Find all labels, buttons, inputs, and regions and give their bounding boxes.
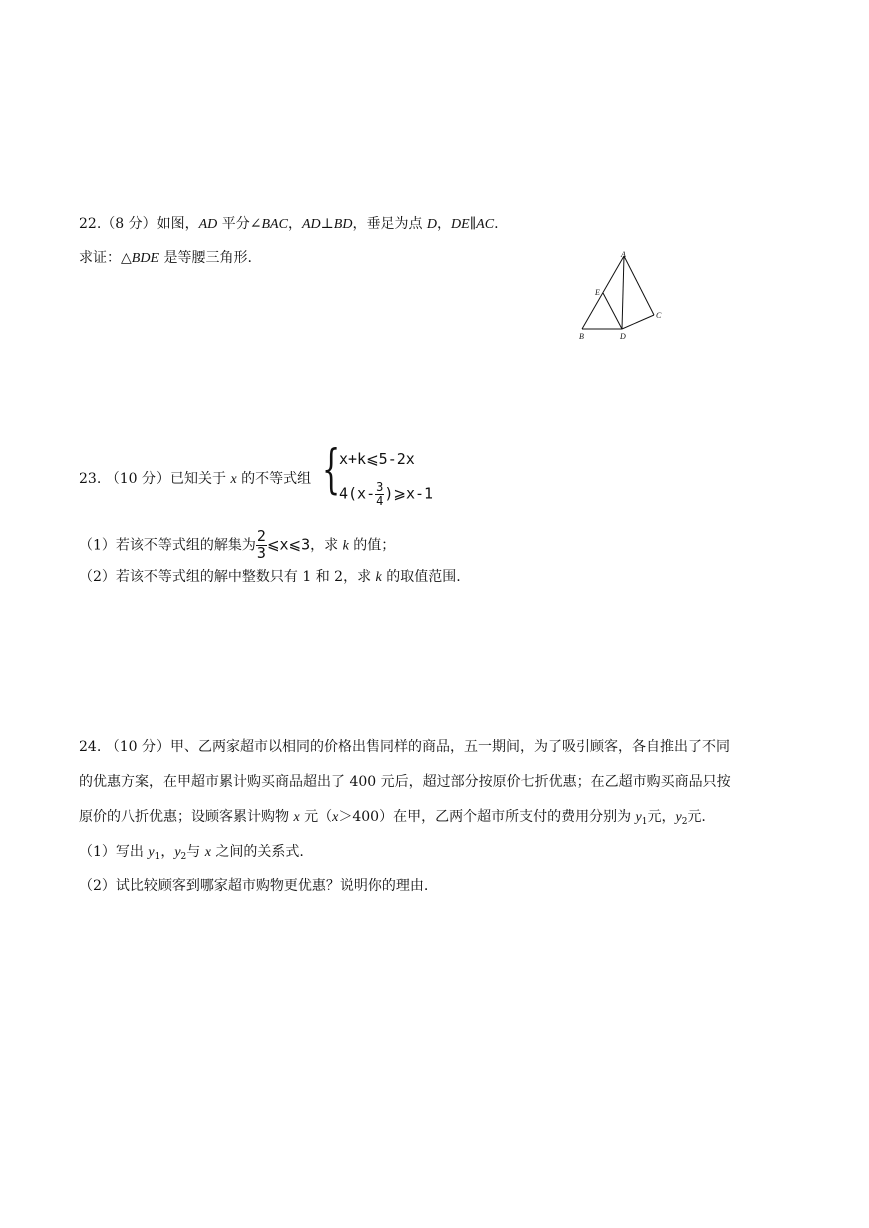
q24-p1-text: 之间的关系式. — [210, 844, 304, 860]
q22-condition — [79, 217, 499, 232]
q23-var-k: k — [375, 570, 382, 585]
q22-text: ，垂足为点 — [352, 216, 427, 232]
q22-parallel-symbol: ∥ — [469, 217, 477, 232]
q22-segment-ad: AD — [301, 217, 321, 232]
q22-text: ， — [437, 216, 452, 232]
q23-ineq2 — [339, 481, 433, 507]
q22-segment-ac: AC — [476, 217, 495, 232]
q22-text: ， — [287, 216, 302, 232]
q23-p2-text: （2）若该不等式组的解中整数只有 1 和 2，求 — [79, 569, 376, 585]
q24-var-y1: y — [148, 845, 155, 860]
q24-line2: 的优惠方案，在甲超市累计购买商品超出了 400 元后，超过部分按原价七折优惠；在乙超市购买商品只按 — [79, 774, 731, 790]
q24-line1: 24. （10 分）甲、乙两家超市以相同的价格出售同样的商品，五一期间，为了吸引顾客，各自推出了不同 — [79, 739, 730, 755]
q23-text: 的不等式组 — [236, 471, 312, 487]
q24-part2: （2）试比较顾客到哪家超市购物更优惠？说明你的理由. — [79, 878, 429, 894]
q23-fraction-2-3: $\frac{2}{3}$ — [256, 527, 266, 562]
q23-var-x: x — [230, 472, 237, 487]
q23-ineq1: x+k⩽5-2x — [339, 450, 415, 468]
q23-part1 — [79, 529, 395, 562]
q22-point-d: D — [426, 217, 438, 232]
line-dc — [622, 315, 654, 329]
q24-sub-2: 2 — [681, 817, 688, 827]
line-ab — [582, 256, 624, 329]
q24-var-x: x — [204, 845, 211, 860]
q23-p1-text: （1）若该不等式组的解集为 — [79, 537, 256, 554]
q23-p1-text: 的值； — [348, 537, 396, 554]
q22-segment-de: DE — [451, 217, 470, 232]
line-ad — [622, 256, 624, 329]
label-d: D — [620, 332, 626, 341]
q23-ineq2-left: 4(x- — [339, 484, 376, 503]
q24-part1 — [79, 845, 304, 862]
q24-p1-text: （1）写出 — [79, 844, 149, 860]
q24-text: 元（ — [299, 809, 333, 825]
q23-p1-text: ，求 — [310, 537, 343, 554]
q22-triangle-figure — [570, 248, 670, 343]
q22-number: 22.（8 分）如图， — [79, 216, 199, 232]
q24-sub-1: 1 — [641, 817, 648, 827]
q22-prove-text: 是等腰三角形. — [159, 250, 252, 266]
q24-var-x: x — [332, 810, 339, 825]
q22-triangle-bde: BDE — [131, 251, 159, 266]
q24-line3 — [79, 810, 706, 827]
q23-brace: { — [322, 440, 341, 500]
label-a: A — [621, 250, 626, 259]
q22-segment-ad: AD — [198, 217, 218, 232]
q22-perp-symbol: ⊥ — [320, 216, 334, 232]
q23-fraction-3-4: $\frac{3}{4}$ — [376, 480, 384, 508]
q23-ineq2-right: )⩾x-1 — [384, 484, 434, 503]
q23-part2 — [79, 570, 461, 585]
q24-text: 原价的八折优惠；设顾客累计购物 — [79, 809, 294, 825]
label-e: E — [595, 288, 600, 297]
q22-angle-bac: BAC — [261, 217, 288, 232]
q24-var-y2: y — [174, 845, 181, 860]
q24-text: 元. — [687, 809, 706, 825]
q24-var-y1: y — [635, 810, 642, 825]
line-ac — [624, 256, 654, 315]
q23-stem — [79, 472, 311, 487]
q22-segment-bd: BD — [333, 217, 353, 232]
q24-text: ＞400）在甲，乙两个超市所支付的费用分别为 — [338, 809, 636, 825]
q23-number: 23. （10 分）已知关于 — [79, 471, 231, 487]
q24-var-x: x — [293, 810, 300, 825]
label-b: B — [579, 332, 584, 341]
q22-text: 平分∠ — [217, 216, 262, 232]
q23-var-k: k — [342, 538, 349, 554]
q24-sub-1: 1 — [154, 852, 161, 862]
q22-text: . — [494, 216, 499, 232]
q23-p2-text: 的取值范围. — [381, 569, 461, 585]
q24-p1-text: 与 — [186, 844, 205, 860]
line-de — [603, 293, 622, 329]
q22-prove-label: 求证：△ — [79, 250, 132, 266]
q23-range: ⩽x⩽3 — [266, 535, 311, 554]
label-c: C — [656, 311, 662, 320]
q24-p1-text: ， — [160, 844, 175, 860]
q24-sub-2: 2 — [180, 852, 187, 862]
q24-var-y2: y — [675, 810, 682, 825]
q22-prove — [79, 251, 252, 266]
q24-text: 元， — [647, 809, 676, 825]
